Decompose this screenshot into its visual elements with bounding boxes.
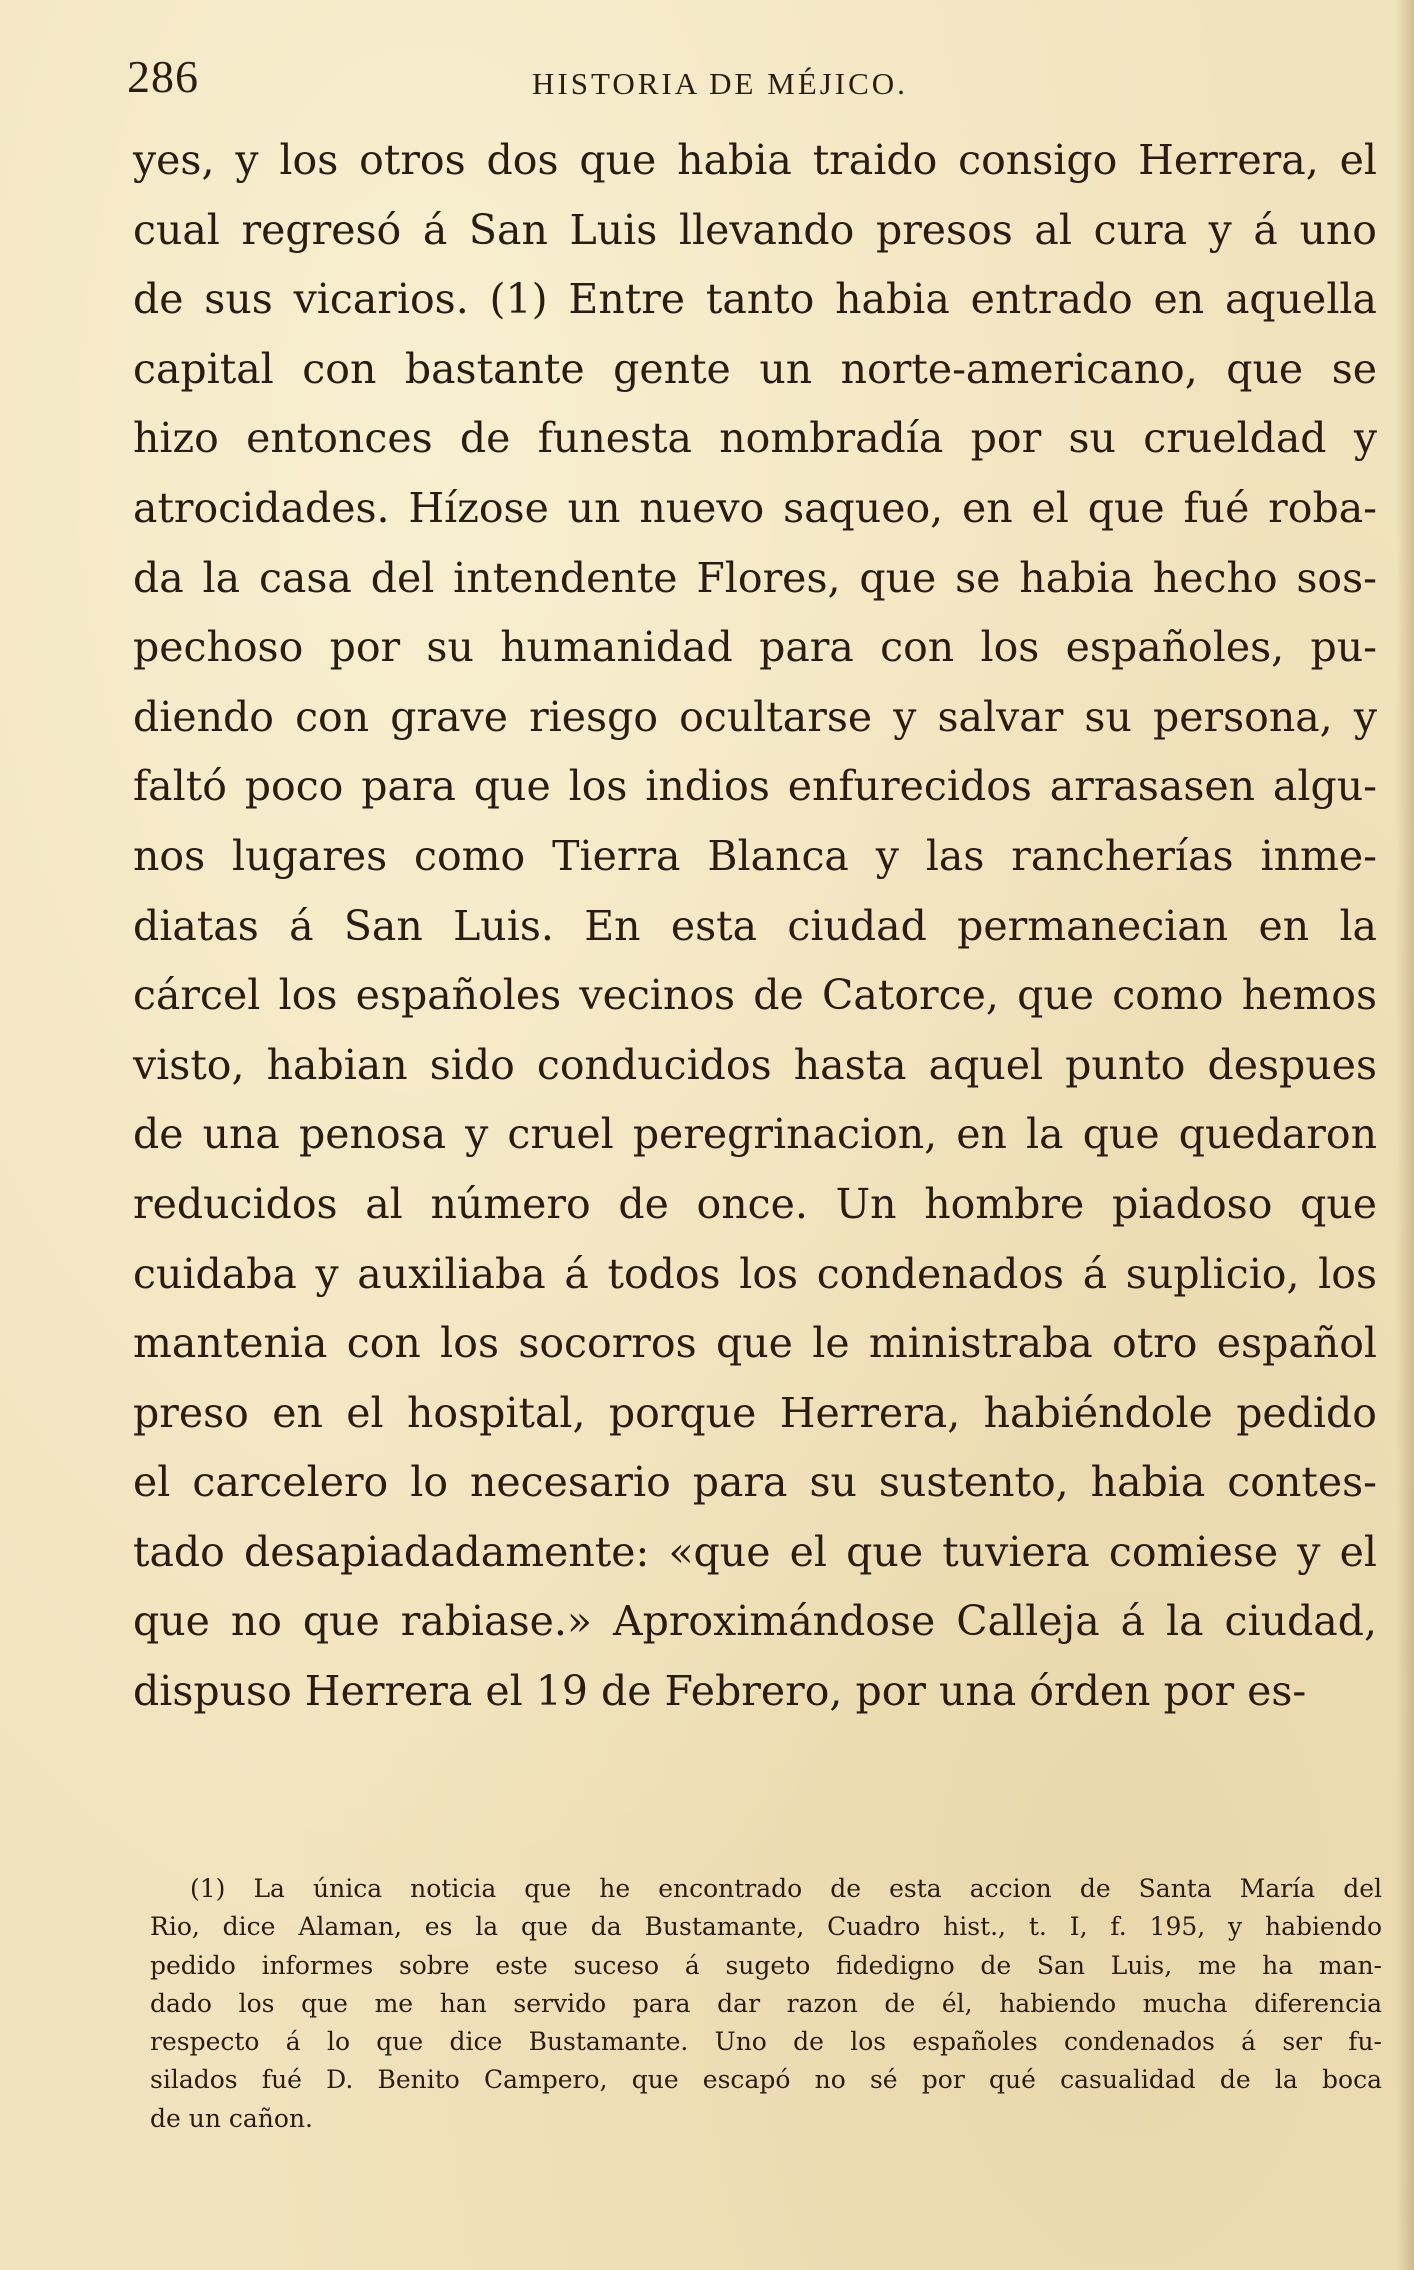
text-line: el carcelero lo necesario para su sustento, habia contes- (133, 1458, 1377, 1507)
text-line: visto, habian sido conducidos hasta aquel punto despues (133, 1040, 1377, 1089)
page-number: 286 (127, 51, 199, 102)
text-line: hizo entonces de funesta nombradía por su crueldad y (133, 414, 1377, 463)
text-line: diendo con grave riesgo ocultarse y salvar su persona, y (133, 692, 1377, 741)
page-edge-shadow (1396, 0, 1414, 2270)
page-header (127, 44, 1367, 114)
text-line: de una penosa y cruel peregrinacion, en la que quedaron (133, 1110, 1377, 1159)
text-line: diatas á San Luis. En esta ciudad permanecian en la (133, 901, 1377, 950)
text-line: reducidos al número de once. Un hombre piadoso que (133, 1179, 1377, 1228)
text-line: preso en el hospital, porque Herrera, habiéndole pedido (133, 1388, 1377, 1437)
text-line: cuidaba y auxiliaba á todos los condenados á suplicio, los (133, 1249, 1377, 1298)
text-line: dispuso Herrera el 19 de Febrero, por una órden por es- (133, 1667, 1307, 1716)
text-line: que no que rabiase.» Aproximándose Calleja á la ciudad, (133, 1597, 1377, 1646)
running-title: HISTORIA DE MÉJICO. (532, 66, 908, 101)
footnote-line: (1) La única noticia que he encontrado de esta accion de Santa María del (190, 1874, 1382, 1903)
footnote-line: dado los que me han servido para dar razon de él, habiendo mucha diferencia (150, 1988, 1382, 2018)
footnote-line: de un cañon. (150, 2103, 314, 2133)
text-line: da la casa del intendente Flores, que se habia hecho sos- (133, 553, 1377, 602)
text-line: tado desapiadadamente: «que el que tuviera comiese y el (133, 1527, 1377, 1576)
text-line: atrocidades. Hízose un nuevo saqueo, en el que fué roba- (133, 483, 1377, 532)
main-text (133, 126, 1377, 1727)
footnote-line: pedido informes sobre este suceso á sugeto fidedigno de San Luis, me ha man- (150, 1950, 1382, 1980)
text-line: faltó poco para que los indios enfurecidos arrasasen algu- (133, 762, 1377, 811)
text-line: pechoso por su humanidad para con los españoles, pu- (133, 623, 1377, 672)
text-line: de sus vicarios. (1) Entre tanto habia entrado en aquella (133, 275, 1377, 324)
footnote (150, 1870, 1382, 2138)
text-line: mantenia con los socorros que le ministraba otro español (133, 1319, 1377, 1368)
text-line: capital con bastante gente un norte-americano, que se (133, 344, 1377, 393)
text-line: cárcel los españoles vecinos de Catorce, que como hemos (133, 971, 1377, 1020)
footnote-line: Rio, dice Alaman, es la que da Bustamante, Cuadro hist., t. I, f. 195, y habiendo (150, 1912, 1382, 1942)
text-line: yes, y los otros dos que habia traido consigo Herrera, el (133, 136, 1377, 184)
text-line: cual regresó á San Luis llevando presos al cura y á uno (133, 205, 1377, 254)
text-line: nos lugares como Tierra Blanca y las rancherías inme- (133, 831, 1377, 880)
footnote-line: silados fué D. Benito Campero, que escapó no sé por qué casualidad de la boca (150, 2065, 1382, 2095)
footnote-line: respecto á lo que dice Bustamante. Uno de los españoles condenados á ser fu- (150, 2027, 1382, 2057)
